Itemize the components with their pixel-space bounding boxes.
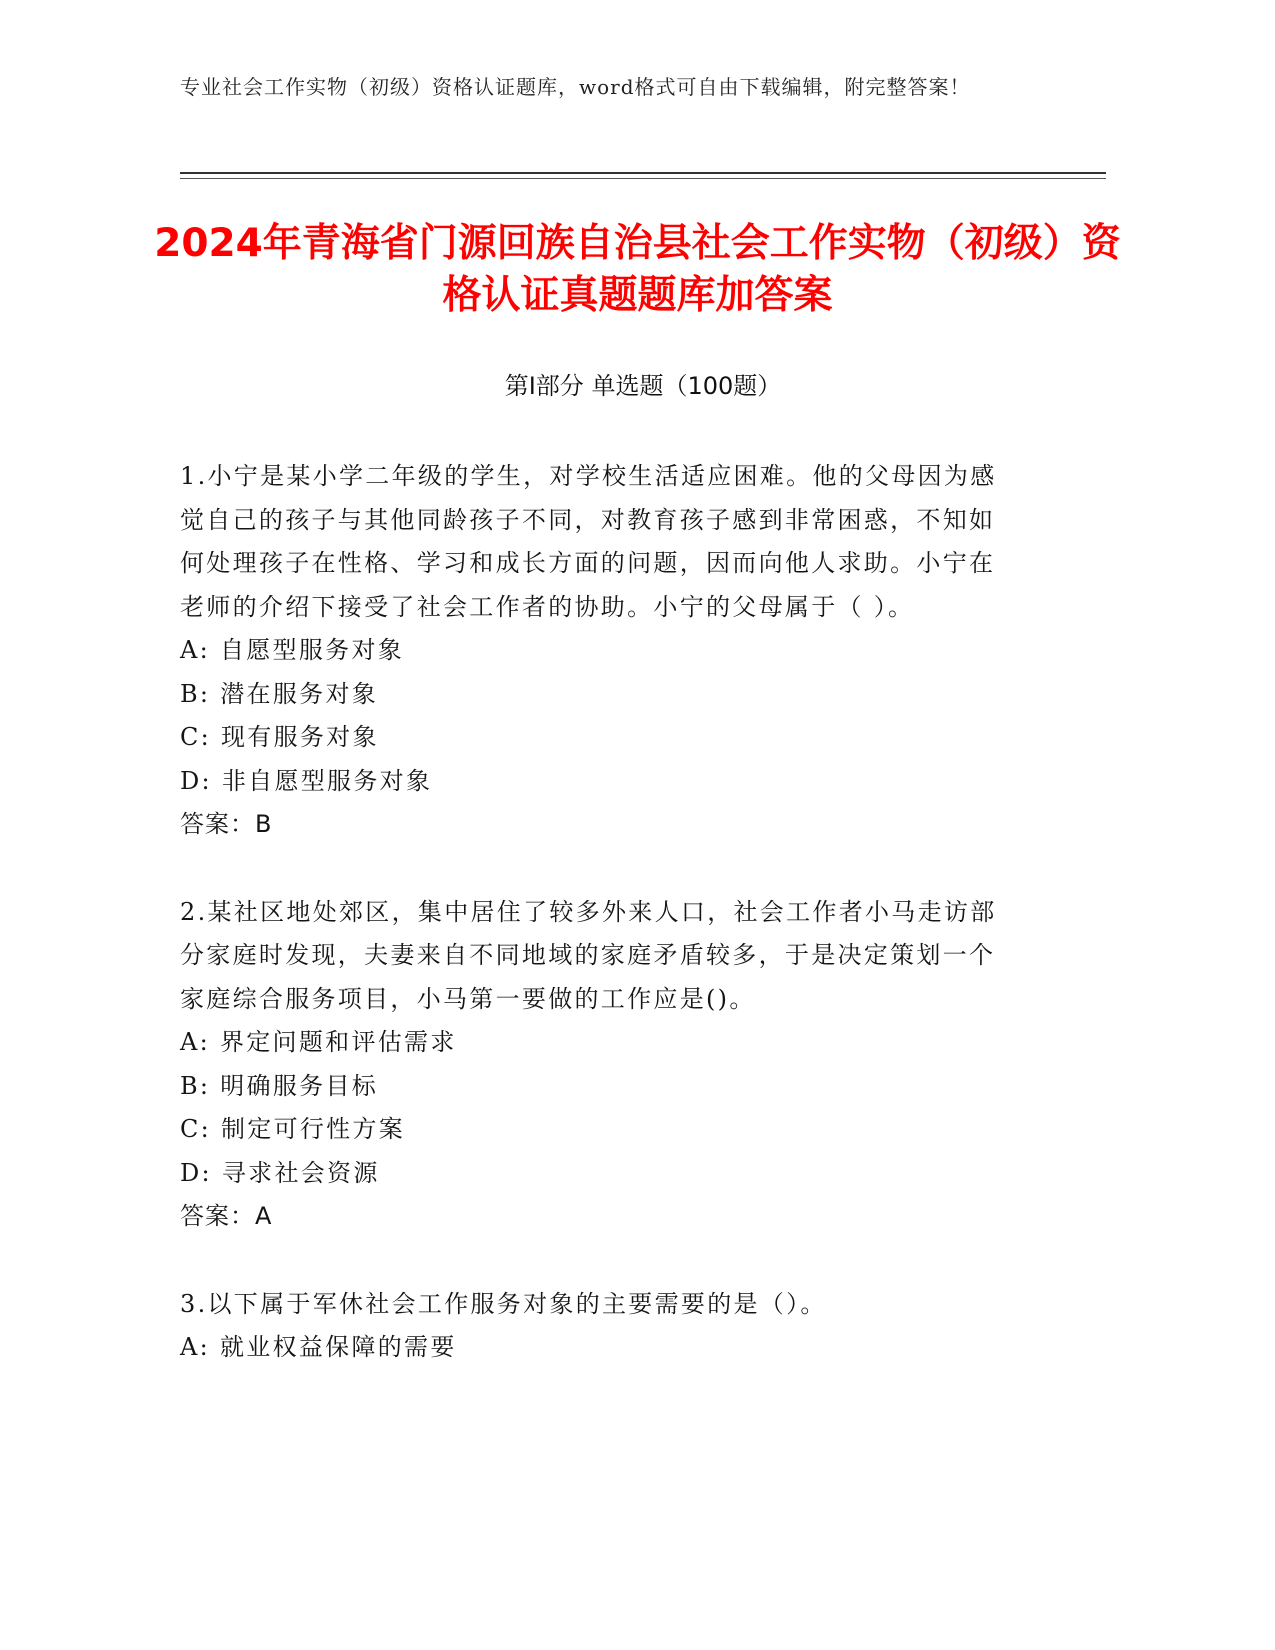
option-d: D: 寻求社会资源 [180, 1158, 380, 1187]
question-1 [180, 455, 1020, 847]
option-a: A: 界定问题和评估需求 [180, 1028, 457, 1056]
option-c: C: 现有服务对象 [180, 723, 379, 751]
question-3 [180, 1283, 1020, 1370]
question-list [180, 455, 1020, 1370]
option-a: A: 自愿型服务对象 [180, 636, 405, 664]
question-spacer [180, 1239, 1020, 1283]
question-spacer [180, 847, 1020, 891]
option-a: A: 就业权益保障的需要 [180, 1333, 457, 1361]
option-c: C: 制定可行性方案 [180, 1115, 406, 1143]
option-d: D: 非自愿型服务对象 [180, 766, 433, 795]
question-2 [180, 891, 1020, 1239]
document-title: 2024年青海省门源回族自治县社会工作实物（初级）资格认证真题题库加答案 [154, 221, 1121, 318]
question-text: 3.以下属于军休社会工作服务对象的主要需要的是（）。 [180, 1289, 827, 1318]
header-divider-thick [180, 172, 1106, 174]
section-heading: 第Ⅰ部分 单选题（100题） [504, 372, 782, 400]
answer-label: 答案：B [180, 810, 273, 838]
option-b: B: 潜在服务对象 [180, 679, 379, 708]
question-text: 1.小宁是某小学二年级的学生，对学校生活适应困难。他的父母因为感觉自己的孩子与其他同龄孩子不同，对教育孩子感到非常困惑，不知如何处理孩子在性格、学习和成长方面的问题，因而向他人求助。小宁在老师的介绍下接受了社会工作者的协助。小宁的父母属于（ ）。 [180, 462, 997, 621]
question-text: 2.某社区地处郊区，集中居住了较多外来人口，社会工作者小马走访部分家庭时发现，夫妻来自不同地域的家庭矛盾较多，于是决定策划一个家庭综合服务项目，小马第一要做的工作应是()。 [180, 897, 997, 1013]
answer-label: 答案：A [180, 1202, 273, 1230]
option-b: B: 明确服务目标 [180, 1071, 379, 1100]
header-note: 专业社会工作实物（初级）资格认证题库，word格式可自由下载编辑，附完整答案！ [180, 75, 971, 99]
header-divider-thin [180, 178, 1106, 179]
